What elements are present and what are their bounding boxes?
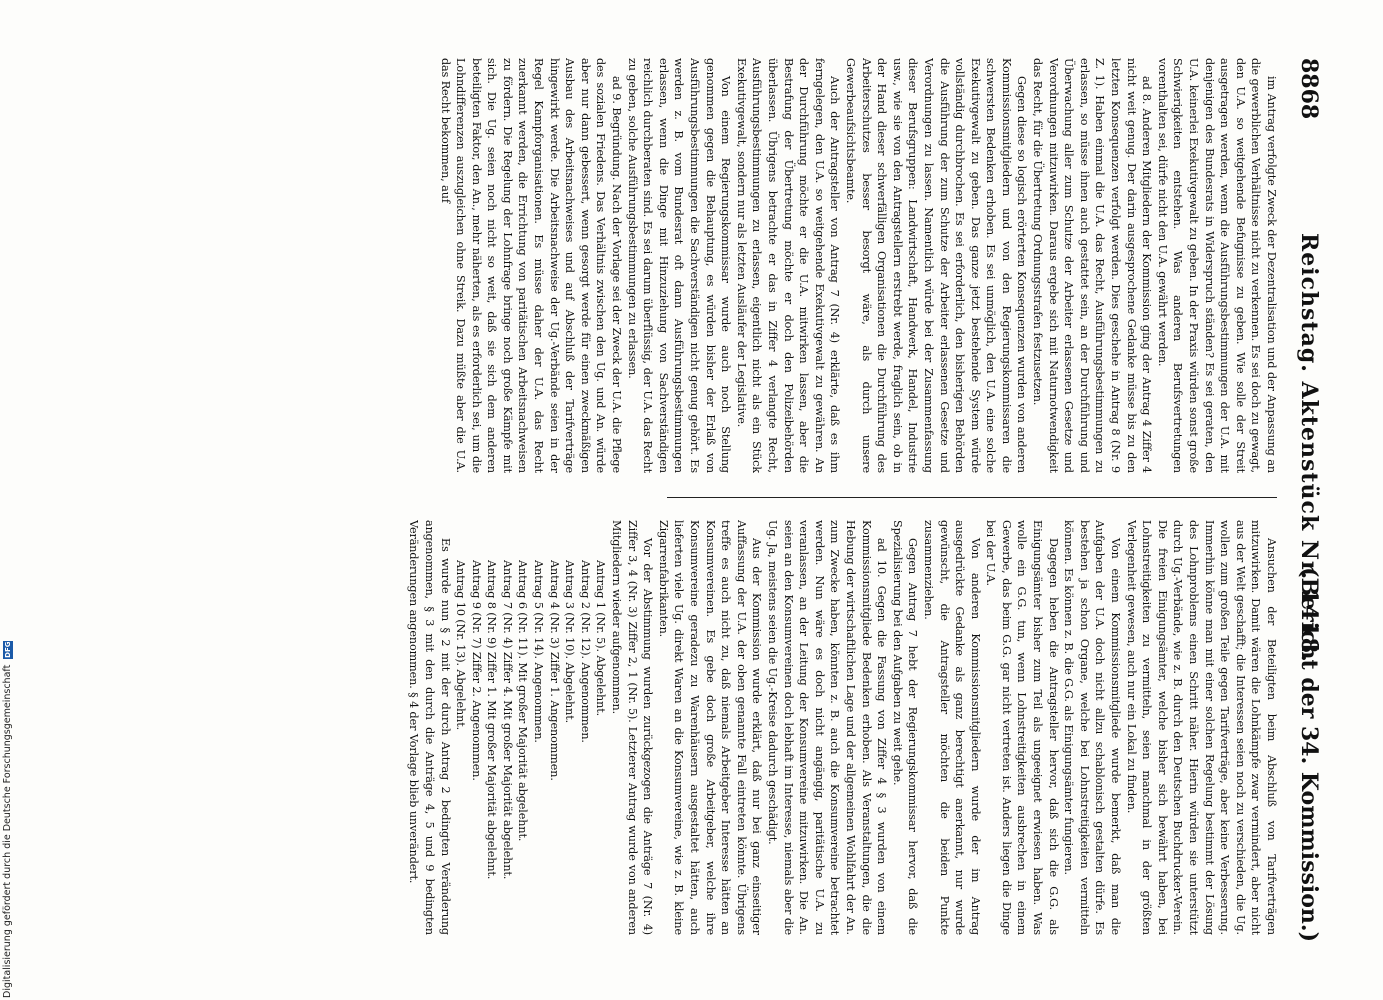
vote-item: Antrag 1 (Nr. 5). Abgelehnt. (594, 560, 608, 717)
digitization-credit (2, 28, 13, 998)
paragraph: Von einem Kommissionsmitgliede wurde bemerkt, daß man die Aufgaben der U.A. doch nicht allzu schablonisch gestalten dürfe. Es bestehen ja schon Organe, welche bei Lohnstreitigkeiten vermitteln können. Es können z. B. die G.G. als Einigungsämter fungieren. (1062, 520, 1123, 935)
left-column (47, 58, 1279, 473)
paragraph: ad 8. Anderen Mitgliedern der Kommission ging der Antrag 4 Ziffer 4 nicht weit genug. Der darin ausgesprochene Gedanke müsse bis zu den letzten Konsequenzen verfolgt werden. Dies geschehe in Antrag 8 (Nr. 9 Z. 1). Haben einmal die U.A. das Recht, Ausführungsbestimmungen zu erlassen, so müsse ihnen auch gestattet sein, an der Durchführung und Überwachung aller zum Schutze der Arbeiter erlassenen Gesetze und Verordnungen mitzuwirken. Daraus ergebe sich mit Naturnotwendigkeit das Recht, für die Übertretung Ordnungsstrafen festzusetzen. (1031, 58, 1154, 473)
vote-item: Antrag 4 (Nr. 3) Ziffer 1. Angenommen. (547, 560, 561, 781)
paragraph: Aus der Kommission wurde erklärt, daß nur bei ganz einseitiger Auffassung der U.A. der oben genannte Fall eintreten könnte. Übrigens treffe es auch nicht zu, daß niemals Arbeitgeber Interesse hätten an Konsumvereinen. Es gebe doch große Arbeitgeber, welche ihre Konsumvereine geradezu zu Warenhäusern ausgestaltet hätten, auch lieferten viele Ug. direkt Waren an die Konsumvereine, wie z. B. kleine Zigarrenfabrikanten. (656, 520, 764, 935)
vote-item: Antrag 3 (Nr. 10). Abgelehnt. (563, 560, 577, 724)
paragraph: Von anderen Kommissionsmitgliedern wurde der im Antrag ausgedrückte Gedanke als ganz berechtigt anerkannt, nur wurde gewünscht, die Antragsteller möchten die beiden Punkte zusammenziehen. (921, 520, 982, 935)
closing-paragraph: Es wurde nun § 2 mit der durch Antrag 2 bedingten Veränderung angenommen, § 3 mit den durch die Anträge 4, 5 und 9 bedingten Veränderungen angenommen. § 4 der Vorlage blieb unverändert. (407, 520, 452, 935)
right-column (47, 520, 1279, 935)
paragraph: im Antrag verfolgte Zweck der Dezentralisation und der Anpassung an die gewerblichen Verhältnisse nicht zu verkennen. Es sei doch zu gewagt, den U.A. so weitgehende Befugnisse zu geben. Wie solle der Streit ausgetragen werden, wenn die Ausführungsbestimmungen der U.A. mit denjenigen des Bundesrats in Widerspruch ständen? Es sei geraten, den U.A. keinerlei Exekutivgewalt zu geben. In der Praxis würden sonst große Schwierigkeiten entstehen. Was anderen Berufsvertretungen vorenthalten sei, dürfe nicht den U.A. gewährt werden. (1155, 58, 1278, 473)
vote-item: Antrag 2 (Nr. 12). Angenommen. (578, 560, 592, 743)
vote-item: Antrag 5 (Nr. 14). Angenommen. (532, 560, 546, 743)
paragraph: Gegen Antrag 7 hebt der Regierungskommissar hervor, daß die Spezialisierung bei den Aufgaben zu weit gehe. (890, 520, 920, 935)
page-subtitle: (Bericht der 34. Kommission.) (1296, 567, 1322, 942)
paragraph: Auch der Antragsteller von Antrag 7 (Nr. 4) erklärte, daß es ihm ferngelegen, den U.A. so weitgehende Exekutivgewalt zu gewähren. An der Durchführung möchte er die U.A. mitwirken lassen, aber die Bestrafung der Übertretung möchte er doch den Polizeibehörden überlassen. Übrigens betrachte er das in Ziffer 4 verlangte Recht, Ausführungsbestimmungen zu erlassen, eigentlich nicht als ein Stück Exekutivgewalt, sondern nur als letzten Ausläufer der Legislative. (734, 58, 842, 473)
credit-text: Digitalisierung gefördert durch die Deutsche Forschungsgemeinschaft (2, 664, 13, 998)
page-header (1291, 58, 1327, 942)
paragraph: Ansuchen der Beteiligten beim Abschluß von Tarifverträgen mitzuwirken. Damit wären die Lohnkämpfe zwar vermindert, aber nicht aus der Welt geschafft; die Interessen seien noch zu verschieden, die Ug. wollen zum großen Teile gegen Tarifverträge, aber keine Verbesserung. Immerhin könne man mit einer solchen Regelung bestimmt der Lösung des Lohnproblems einen Schritt näher. Hierin würden sie unterstützt durch Ug.-Verbände, wie z. B. durch den Deutschen Buchdrucker-Verein. Die freien Einigungsämter, welche bisher sich bewährt haben, bei Lohnstreitigkeiten zu vermitteln, seien manchmal in der größten Verlegenheit gewesen, auch nur ein Lokal zu finden. (1124, 520, 1278, 935)
paragraph: ad 10. Gegen die Fassung von Ziffer 4 § 3 wurden von einem Kommissionsmitgliede Bedenken erhoben. Als Veranstaltungen, die die Hebung der wirtschaftlichen Lage und der allgemeinen Wohlfahrt der An. zum Zwecke haben, könnten z. B. auch die Konsumvereine betrachtet werden. Nun wäre es doch nicht angängig, paritätische U.A. zu veranlassen, an der Leitung der Konsumvereine mitzuwirken. Die An. seien an den Konsumvereinen doch lebhaft im Interesse, niemals aber die Ug. Ja, meistens seien die Ug.-Kreise dadurch geschädigt. (766, 520, 889, 935)
paragraph: ad 9. Begründung. Nach der Vorlage sei der Zweck der U.A. die Pflege des sozialen Friedens. Das Verhältnis zwischen den Ug. und An. würde aber nur dann gebessert, wenn gesorgt werde für einen zweckmäßigen Ausbau des Arbeitsnachweises und auf Abschluß der Tarifverträge hingewirkt werde. Die Arbeitsnachweise der Ug.-Verbände seien in der Regel Kampforganisationen. Es müsse daher der U.A. das Recht zuerkannt werden, die Errichtung von paritätischen Arbeitsnachweisen zu fördern. Die Regelung der Lohnfrage bringe noch große Kämpfe mit sich. Die Ug. seien noch nicht so weit, daß sie sich dem anderen beteiligten Faktor, den An., mehr näherten, als es erforderlich sei, um die Lohndifferenzen auszugleichen ohne Streik. Dazu müßte aber die U.A. das Recht bekommen, auf (438, 58, 624, 473)
page-title: Reichstag. Aktenstück Nr. 1418. (1296, 233, 1322, 663)
paragraph: Von einem Regierungskommissar wurde auch noch Stellung genommen gegen die Behauptung, es würden bisher der Erlaß von Ausführungsbestimmungen die Sachverständigen nicht genug gehört. Es werden z. B. vom Bundesrat oft dann Ausführungsbestimmungen erlassen, wenn die Dinge mit Hinzuziehung von Sachverständigen reichlich durchberaten sind. Es sei darum überflüssig, der U.A. das Recht zu geben, solche Ausführungsbestimmungen zu erlassen. (625, 58, 733, 473)
vote-item: Antrag 6 (Nr. 11). Mit großer Majorität abgelehnt. (516, 560, 530, 842)
vote-list (453, 520, 609, 935)
vote-item: Antrag 7 (Nr. 4) Ziffer 4. Mit großer Majorität abgelehnt. (500, 560, 514, 880)
paragraph: Dagegen heben die Antragsteller hervor, daß sich die G.G. als Einigungsämter bisher zum Teil als ungeeignet erwiesen haben. Was wolle ein G.G. tun, wenn Lohnstreitigkeiten ausbrechen in einem Gewerbe, das beim G.G. gar nicht vertreten ist. Anders liegen die Dinge bei der U.A. (984, 520, 1060, 935)
vote-item: Antrag 8 (Nr. 9) Ziffer 1. Mit großer Majorität abgelehnt. (485, 560, 499, 880)
dfg-logo-icon: DFG (3, 641, 12, 658)
vote-item: Antrag 10 (Nr. 13). Abgelehnt. (454, 560, 468, 731)
paragraph: Gegen diese so logisch erörterten Konsequenzen wurden von anderen Kommissionsmitgliedern und von den Regierungskommissaren die schwersten Bedenken erhoben. Es sei unmöglich, den U.A. eine solche Exekutivgewalt zu geben. Das ganze jetzt bestehende System würde vollständig durchbrochen. Es sei erforderlich, den bisherigen Behörden die Ausführung der zum Schutze der Arbeiter erlassenen Gesetze und Verordnungen zu lassen. Namentlich würde bei der Zusammenfassung dieser Berufsgruppen: Landwirtschaft, Handwerk, Handel, Industrie usw., wie sie von den Antragstellern erstrebt werde, fraglich sein, ob in der Hand dieser schwerfälligen Organisationen die Durchführung des Arbeiterschutzes besser besorgt wäre, als durch unsere Gewerbeaufsichtsbeamte. (843, 58, 1029, 473)
rotated-page (27, 0, 1337, 1000)
column-divider (667, 497, 1277, 498)
page-number: 8868 (1296, 58, 1322, 120)
paragraph: Vor der Abstimmung wurden zurückgezogen die Anträge 7 (Nr. 4) Ziffer 3, 4 (Nr. 3) Ziffer 2, 1 (Nr. 5). Letzterer Antrag wurde von anderen Mitgliedern wieder aufgenommen. (610, 520, 655, 935)
vote-item: Antrag 9 (Nr. 7) Ziffer 2. Angenommen. (469, 560, 483, 781)
